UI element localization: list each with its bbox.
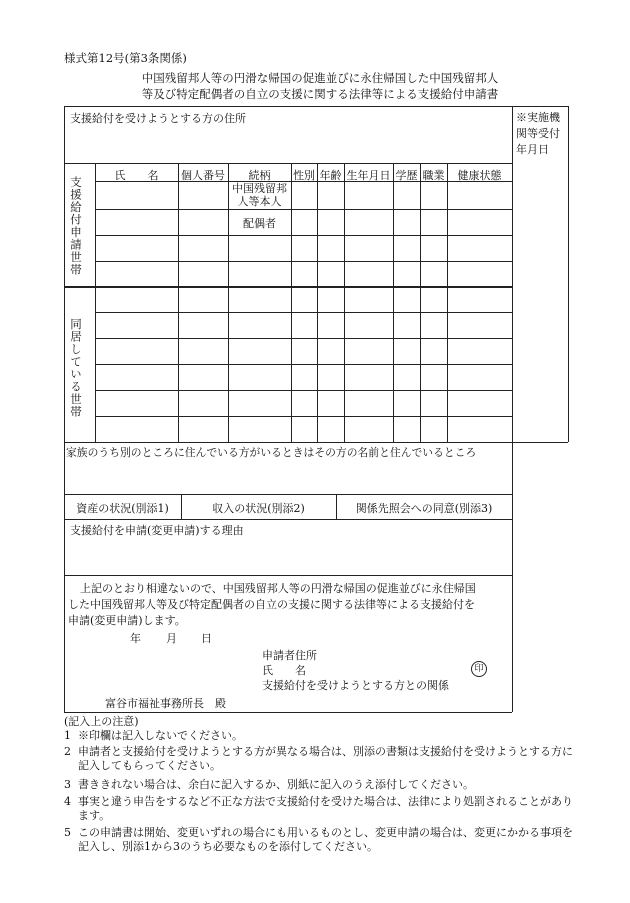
form-title-line1: 中国残留邦人等の円滑な帰国の促進並びに永住帰国した中国残留邦人 bbox=[141, 71, 499, 85]
row-line bbox=[95, 390, 512, 391]
row-line bbox=[95, 235, 512, 236]
income-status-cell: 収入の状況(別添2) bbox=[212, 502, 305, 515]
declaration-line3: 申請(変更申請)します。 bbox=[68, 614, 186, 627]
reason-bottom-line bbox=[64, 575, 512, 576]
relation-principal: 中国残留邦人等本人 bbox=[232, 182, 287, 208]
declaration-line2: した中国残留邦人等及び特定配偶者の自立の支援に関する法律等による支援給付を bbox=[68, 598, 475, 611]
applicant-household-label: 支援給付申請世帯 bbox=[69, 176, 83, 276]
relation-spouse: 配偶者 bbox=[243, 217, 276, 230]
col-header-sex: 性別 bbox=[293, 169, 315, 182]
date-year-label: 年 bbox=[130, 632, 141, 645]
applicant-relation-line: 支援給付を受けようとする方との関係 bbox=[262, 679, 449, 692]
household-separator bbox=[64, 286, 512, 288]
reception-right-border bbox=[568, 106, 569, 442]
col-line-7 bbox=[393, 163, 394, 442]
col-line-6 bbox=[344, 163, 345, 442]
col-header-occupation: 職業 bbox=[422, 169, 445, 182]
note-number: 5 bbox=[64, 826, 71, 839]
separate-family-bottom-line bbox=[64, 494, 512, 495]
inquiry-consent-cell: 関係先照会への同意(別添3) bbox=[355, 502, 493, 515]
reason-label: 支援給付を申請(変更申請)する理由 bbox=[70, 524, 244, 537]
addressee: 富谷市福祉事務所長 殿 bbox=[105, 697, 226, 710]
separate-family-label: 家族のうち別のところに住んでいる方がいるときはその方の名前と住んでいるところ bbox=[66, 446, 477, 459]
date-day-label: 日 bbox=[201, 632, 212, 645]
col-header-health: 健康状態 bbox=[457, 169, 502, 182]
col-header-relation: 続柄 bbox=[248, 169, 271, 182]
col-header-birthdate: 生年月日 bbox=[346, 169, 391, 182]
col-line-1 bbox=[95, 163, 96, 442]
col-header-name: 氏 名 bbox=[114, 169, 159, 182]
note-number: 1 bbox=[64, 729, 71, 742]
table-top-border bbox=[64, 106, 512, 107]
note-item bbox=[64, 729, 576, 743]
row-line bbox=[95, 209, 512, 210]
asset-status-cell: 資産の状況(別添1) bbox=[76, 502, 169, 515]
col-header-personal-number: 個人番号 bbox=[181, 169, 225, 182]
table-left-border bbox=[64, 106, 65, 712]
col-line-8 bbox=[420, 163, 421, 442]
row-line bbox=[95, 261, 512, 262]
note-text: 申請者と支援給付を受けようとする方が異なる場合は、別添の書類は支援給付を受けようとする方に記入してもらってください。 bbox=[78, 745, 573, 772]
row-line bbox=[95, 312, 512, 313]
notes-title: (記入上の注意) bbox=[64, 715, 139, 728]
cohabiting-household-label: 同居している世帯 bbox=[69, 318, 83, 418]
note-item bbox=[64, 795, 576, 823]
reception-bottom-border bbox=[512, 442, 568, 443]
note-number: 3 bbox=[64, 778, 71, 791]
reception-date-label: ※実施機関等受付年月日 bbox=[516, 111, 560, 156]
note-item bbox=[64, 745, 576, 773]
note-text: 事実と違う申告をするなど不正な方法で支援給付を受けた場合は、法律により処罰されることがあります。 bbox=[78, 795, 573, 822]
address-bottom-line bbox=[64, 163, 512, 164]
row-line bbox=[95, 416, 512, 417]
col-line-4 bbox=[291, 163, 292, 442]
note-text: ※印欄は記入しないでください。 bbox=[78, 729, 243, 742]
table-right-border bbox=[512, 106, 513, 712]
note-item bbox=[64, 778, 576, 792]
note-text: この申請書は開始、変更いずれの場合にも用いるものとし、変更申請の場合は、変更にかかる事項を記入し、別添1から3のうち必要なものを添付してください。 bbox=[78, 826, 573, 853]
date-month-label: 月 bbox=[166, 632, 177, 645]
col-line-5 bbox=[317, 163, 318, 442]
applicant-address-line: 申請者住所 bbox=[262, 649, 317, 662]
col-line-2 bbox=[178, 163, 179, 442]
col-line-9 bbox=[447, 163, 448, 442]
attachments-bottom-line bbox=[64, 519, 512, 520]
note-number: 4 bbox=[64, 795, 71, 808]
form-title-line2: 等及び特定配偶者の自立の支援に関する法律等による支援給付申請書 bbox=[141, 87, 499, 101]
note-text: 書ききれない場合は、余白に記入するか、別紙に記入のうえ添付してください。 bbox=[78, 778, 474, 791]
seal-mark: 印 bbox=[471, 661, 487, 677]
col-header-age: 年齢 bbox=[319, 169, 342, 182]
row-line bbox=[95, 181, 512, 182]
form-number: 様式第12号(第3条関係) bbox=[64, 51, 187, 65]
applicant-address-label: 支援給付を受けようとする方の住所 bbox=[70, 112, 246, 125]
reception-top-border bbox=[512, 106, 568, 107]
note-number: 2 bbox=[64, 745, 71, 758]
grid-bottom-line bbox=[64, 442, 512, 443]
row-line bbox=[95, 338, 512, 339]
row-line bbox=[95, 364, 512, 365]
applicant-name-line: 氏 名 bbox=[262, 664, 306, 677]
note-item bbox=[64, 826, 576, 854]
col-header-education: 学歴 bbox=[395, 169, 418, 182]
declaration-line1: 上記のとおり相違ないので、中国残留邦人等の円滑な帰国の促進並びに永住帰国 bbox=[80, 582, 476, 595]
